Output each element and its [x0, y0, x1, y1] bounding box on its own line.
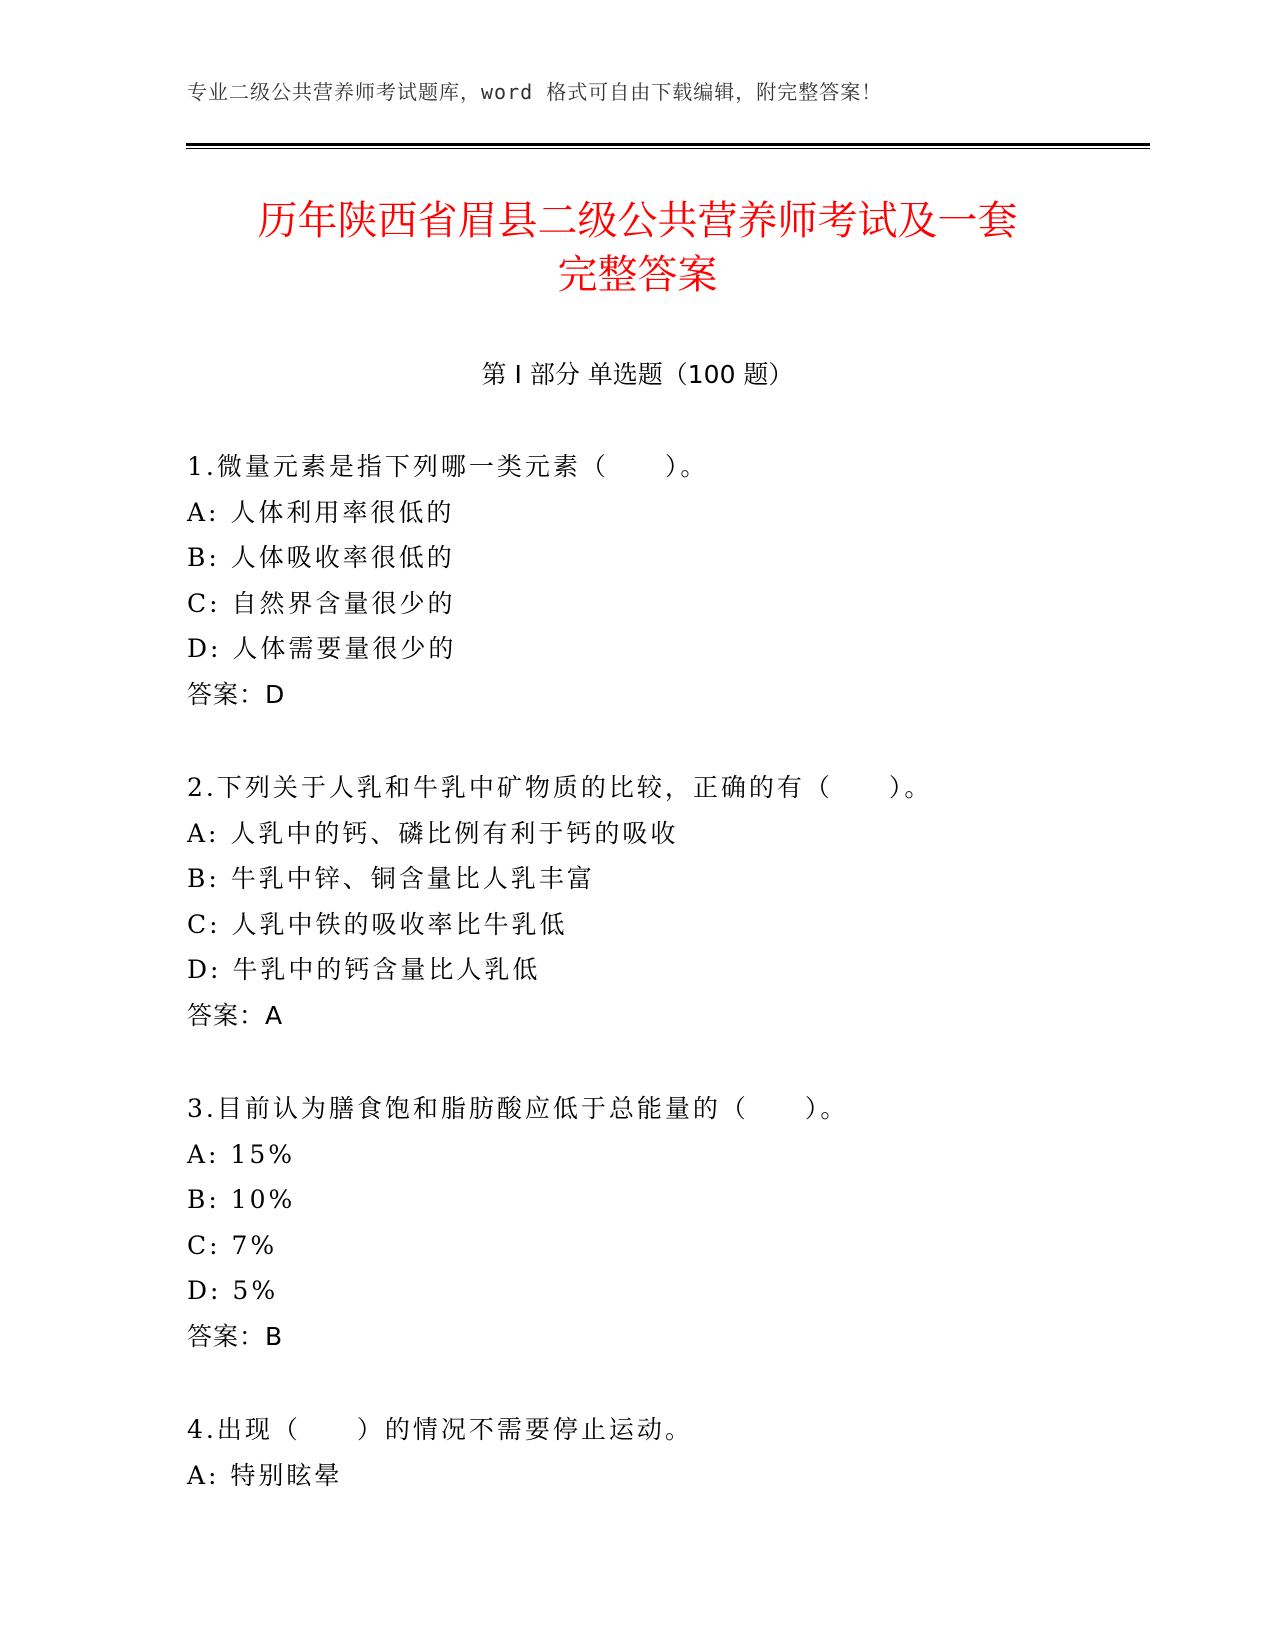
header-note: 专业二级公共营养师考试题库，word 格式可自由下载编辑，附完整答案！ [187, 80, 883, 104]
option-c: C: 7% [187, 1230, 278, 1260]
question-3 [187, 1086, 1147, 1359]
header-rule-thin [186, 148, 1150, 149]
option-b: B: 10% [187, 1185, 296, 1214]
document-title-line-1: 历年陕西省眉县二级公共营养师考试及一套 [257, 198, 1018, 244]
option-c: C: 人乳中铁的吸收率比牛乳低 [187, 909, 568, 939]
section-heading: 第 I 部分 单选题（100 题） [481, 360, 794, 389]
question-list [187, 444, 1147, 1546]
option-d: D: 人体需要量很少的 [187, 634, 457, 663]
option-a: A: 15% [187, 1139, 295, 1169]
document-title-line-2: 完整答案 [557, 252, 718, 298]
document-title [150, 194, 1125, 302]
question-stem: 2.下列关于人乳和牛乳中矿物质的比较，正确的有（ ）。 [187, 773, 933, 802]
question-stem: 1.微量元素是指下列哪一类元素（ ）。 [187, 452, 709, 481]
option-c: C: 自然界含量很少的 [187, 588, 456, 618]
question-stem: 3.目前认为膳食饱和脂肪酸应低于总能量的（ ）。 [187, 1094, 849, 1123]
question-1 [187, 444, 1147, 717]
question-stem: 4.出现（ ）的情况不需要停止运动。 [187, 1415, 693, 1444]
header-rule-thick [186, 143, 1150, 146]
option-a: A: 人乳中的钙、磷比例有利于钙的吸收 [187, 818, 679, 848]
question-4 [187, 1407, 1147, 1498]
answer-label: 答案：A [187, 1000, 284, 1030]
option-d: D: 牛乳中的钙含量比人乳低 [187, 955, 541, 984]
option-b: B: 人体吸收率很低的 [187, 543, 455, 572]
question-2 [187, 765, 1147, 1038]
answer-label: 答案：D [187, 679, 286, 709]
answer-label: 答案：B [187, 1321, 284, 1351]
option-a: A: 特别眩晕 [187, 1460, 343, 1490]
option-d: D: 5% [187, 1276, 279, 1305]
option-a: A: 人体利用率很低的 [187, 497, 455, 527]
option-b: B: 牛乳中锌、铜含量比人乳丰富 [187, 864, 595, 893]
